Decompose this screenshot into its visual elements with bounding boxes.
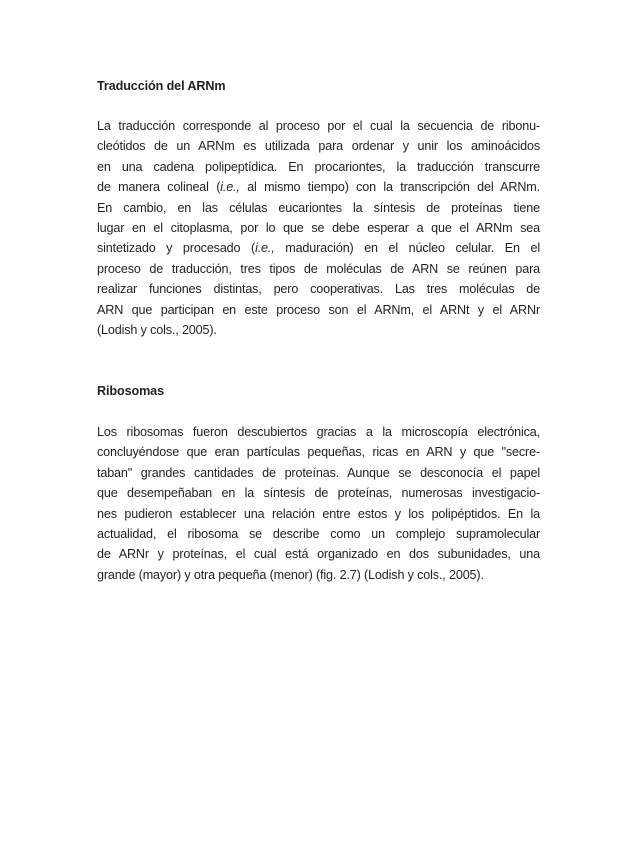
paragraph-ribosomas <box>97 422 540 585</box>
text-line: ARN que participan en este proceso son el ARNm, el ARNt y el ARNr <box>97 302 540 317</box>
text-line: lugar en el citoplasma, por lo que se debe esperar a que el ARNm sea <box>97 221 540 236</box>
text-line: (Lodish y cols., 2005). <box>97 323 217 338</box>
text-line: de ARNr y proteínas, el cual está organizado en dos subunidades, una <box>97 547 540 562</box>
text-line: En cambio, en las células eucariontes la síntesis de proteínas tiene <box>97 200 540 215</box>
text-line: realizar funciones distintas, pero cooperativas. Las tres moléculas de <box>97 282 540 297</box>
paragraph-traduccion <box>97 116 540 340</box>
text-line: taban" grandes cantidades de proteínas. Aunque se desconocía el papel <box>97 465 540 480</box>
text-line: de manera colineal (i.e., al mismo tiempo) con la transcripción del ARNm. <box>97 180 540 195</box>
text-line: sintetizado y procesado (i.e., maduración) en el núcleo celular. En el <box>97 241 540 256</box>
text-line: La traducción corresponde al proceso por el cual la secuencia de ribonu- <box>97 119 540 133</box>
text-line: actualidad, el ribosoma se describe como un complejo supramolecular <box>97 527 540 542</box>
text-line: concluyéndose que eran partículas pequeñas, ricas en ARN y que "secre- <box>97 445 540 460</box>
text-line: proceso de traducción, tres tipos de moléculas de ARN se reúnen para <box>97 261 540 276</box>
section-heading-ribosomas: Ribosomas <box>97 384 164 398</box>
text-line: nes pudieron establecer una relación entre estos y los polipéptidos. En la <box>97 506 540 521</box>
text-line: cleótidos de un ARNm es utilizada para ordenar y unir los aminoácidos <box>97 139 540 154</box>
section-heading-traduccion: Traducción del ARNm <box>97 79 226 93</box>
text-line: grande (mayor) y otra pequeña (menor) (fig. 2.7) (Lodish y cols., 2005). <box>97 567 484 582</box>
text-line: en una cadena polipeptídica. En procariontes, la traducción transcurre <box>97 159 540 174</box>
text-line: Los ribosomas fueron descubiertos gracias a la microscopía electrónica, <box>97 425 540 439</box>
text-line: que desempeñaban en la síntesis de proteínas, numerosas investigacio- <box>97 486 540 501</box>
